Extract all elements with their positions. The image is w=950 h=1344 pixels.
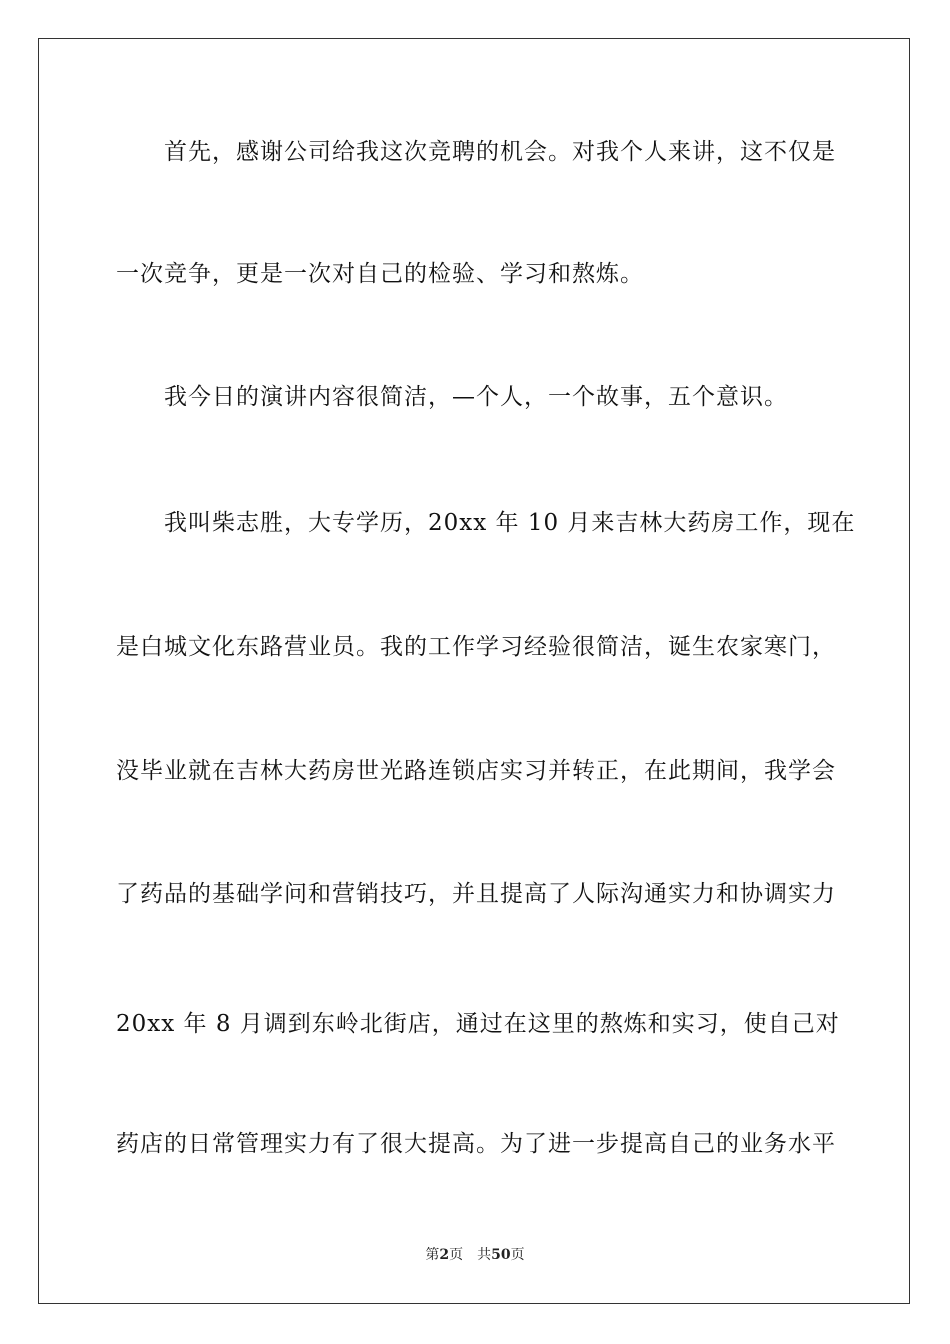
page-prefix: 第 — [425, 1247, 440, 1263]
paragraph-3-line-2: 是白城文化东路营业员。我的工作学习经验很简洁，诞生农家寒门， — [116, 634, 836, 660]
total-suffix: 页 — [510, 1247, 525, 1263]
page-suffix: 页 — [449, 1247, 464, 1263]
page-current: 2 — [439, 1247, 450, 1263]
page-total: 50 — [491, 1247, 511, 1263]
paragraph-2-line-1: 我今日的演讲内容很简洁，—个人，一个故事，五个意识。 — [164, 384, 788, 410]
page-footer — [0, 1246, 950, 1264]
paragraph-1-line-1: 首先，感谢公司给我这次竞聘的机会。对我个人来讲，这不仅是 — [164, 139, 836, 165]
paragraph-3-line-6: 药店的日常管理实力有了很大提高。为了进一步提高自己的业务水平 — [116, 1131, 836, 1157]
page-frame — [38, 38, 910, 1304]
paragraph-3-line-4: 了药品的基础学问和营销技巧，并且提高了人际沟通实力和协调实力 — [116, 881, 836, 907]
paragraph-3-line-5: 20xx 年 8 月调到东岭北街店，通过在这里的熬炼和实习，使自己对 — [116, 1011, 840, 1037]
paragraph-3-line-1: 我叫柴志胜，大专学历，20xx 年 10 月来吉林大药房工作，现在 — [164, 510, 856, 536]
paragraph-1-line-2: 一次竞争，更是一次对自己的检验、学习和熬炼。 — [116, 261, 644, 287]
paragraph-3-line-3: 没毕业就在吉林大药房世光路连锁店实习并转正，在此期间，我学会 — [116, 758, 836, 784]
total-prefix: 共 — [477, 1247, 492, 1263]
